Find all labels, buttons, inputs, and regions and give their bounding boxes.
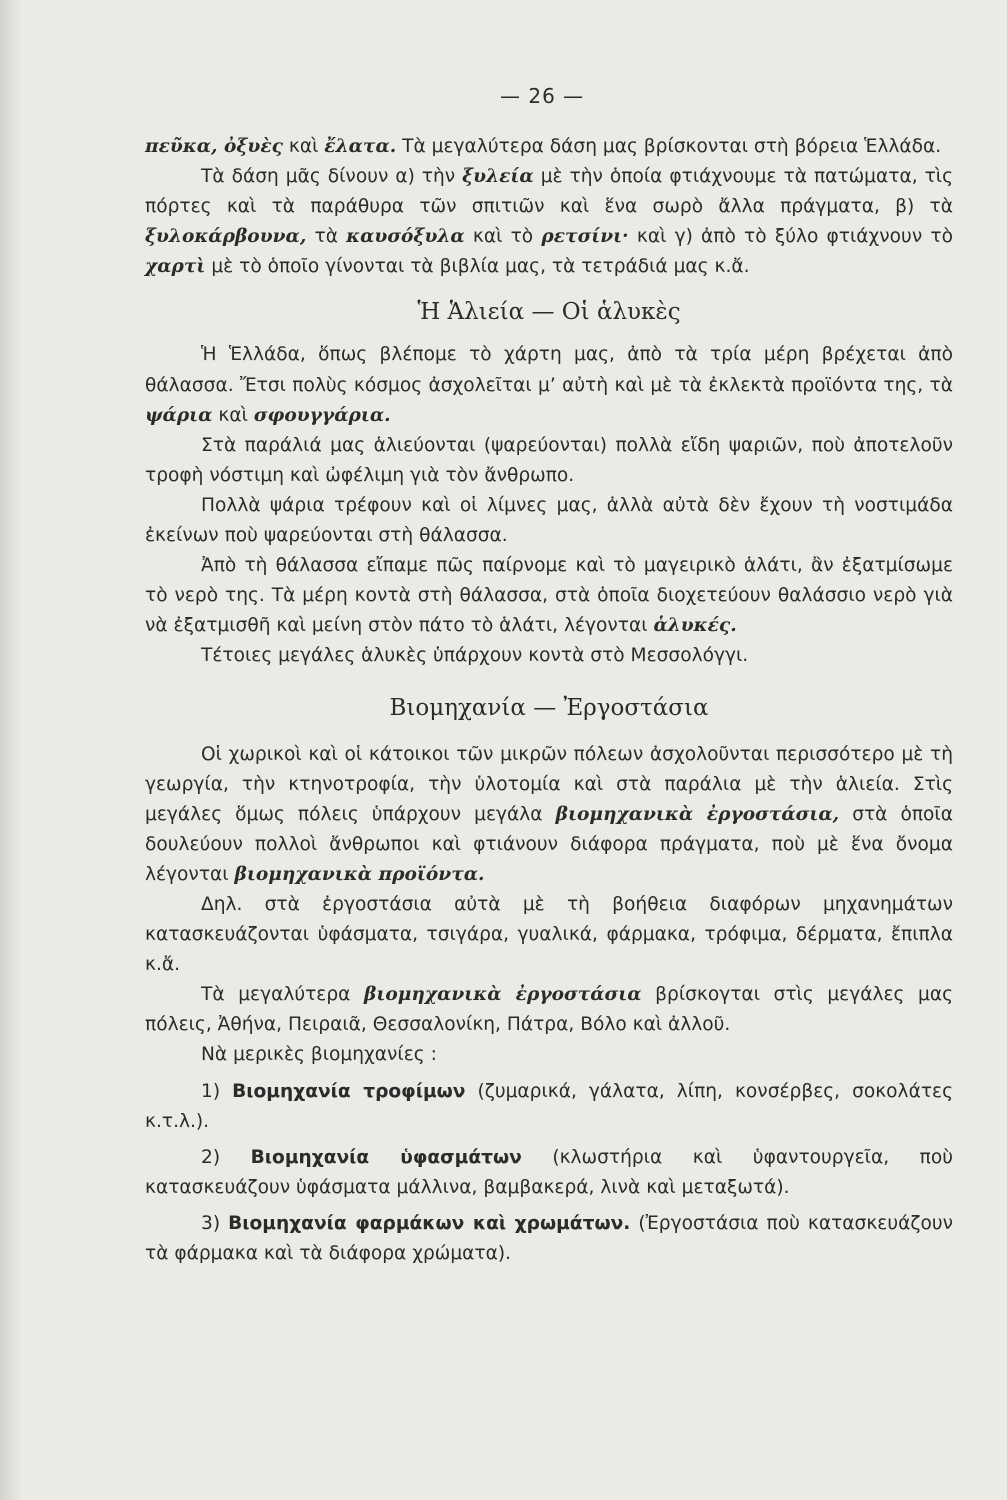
- paragraph-salt: [145, 551, 953, 641]
- list-item-title: Βιομηχανία τροφίμων: [232, 1080, 466, 1102]
- text-run: (Ἐργοστάσια ποὺ κατασκευάζουν τὰ φάρμακα καὶ τὰ διάφορα χρώματα).: [145, 1212, 953, 1264]
- text-run: Ἡ Ἑλλάδα, ὅπως βλέπομε τὸ χάρτη μας, ἀπὸ τὰ τρία μέρη βρέχεται ἀπὸ θάλασσα. Ἔτσι πολὺς κόσμος ἀσχολεῖται μ’ αὐτὴ καὶ μὲ τὰ ἐκλεκτὰ προϊόντα της, τὰ: [145, 344, 953, 396]
- text-run: καὶ: [212, 404, 254, 426]
- text-run: καὶ: [282, 136, 325, 157]
- page-number: — 26 —: [500, 84, 585, 108]
- paragraph-list-intro: Νὰ μερικὲς βιομηχανίες :: [201, 1044, 437, 1066]
- text-run: (κλωστήρια καὶ ὑφαντουργεῖα, ποὺ κατασκευάζουν ὑφάσματα μάλλινα, βαμβακερά, λινὰ καὶ μεταξωτά).: [145, 1146, 953, 1198]
- list-item-title: Βιομηχανία ὑφασμάτων: [250, 1146, 522, 1168]
- paragraph-forests-north: [145, 132, 953, 162]
- text-run: Οἱ χωρικοὶ καὶ οἱ κάτοικοι τῶν μικρῶν πόλεων ἀσχολοῦνται περισσότερο μὲ τὴ γεωργία, τὴν κτηνοτροφία, τὴν ὑλοτομία καὶ στὰ παράλια μὲ τὴν ἁλιεία. Στὶς μεγάλες ὅμως πόλεις ὑπάρχουν μεγάλα: [145, 743, 953, 825]
- paragraph-forest-products: [145, 162, 953, 282]
- list-item-title: Βιομηχανία φαρμάκων καὶ χρωμάτων.: [228, 1212, 631, 1234]
- paragraph-mesolongi: Τέτοιες μεγάλες ἁλυκὲς ὑπάρχουν κοντὰ στὸ Μεσσολόγγι.: [201, 645, 749, 667]
- italic-term: βιομηχανικὰ ἐργοστάσια,: [555, 803, 840, 825]
- text-run: Τὰ μεγαλύτερα: [201, 984, 364, 1006]
- italic-term: ξυλοκάρβουνα,: [145, 226, 307, 248]
- text-run: (ζυμαρικά, γάλατα, λίπη, κονσέρβες, σοκολάτες κ.τ.λ.).: [145, 1080, 953, 1132]
- list-item-food: [145, 1077, 953, 1137]
- page-body: [145, 132, 953, 1269]
- text-run: Ἀπὸ τὴ θάλασσα εἴπαμε πῶς παίρνομε καὶ τὸ μαγειρικὸ ἁλάτι, ἂν ἐξατμίσωμε τὸ νερὸ της. Τὰ μέρη κοντὰ στὴ θάλασσα, στὰ ὁποῖα διοχετεύουν θαλάσσιο νερὸ γιὰ νὰ ἐξατμισθῆ καὶ μείνη στὸν πάτο τὸ ἁλάτι, λέγονται: [145, 555, 953, 637]
- paragraph-lakes: Πολλὰ ψάρια τρέφουν καὶ οἱ λίμνες μας, ἀλλὰ αὐτὰ δὲν ἔχουν τὴ νοστιμάδα ἐκείνων ποὺ ψαρεύονται στὴ θάλασσα.: [145, 494, 953, 547]
- list-number: 2): [201, 1146, 251, 1168]
- section-heading-industry: Βιομηχανία — Ἐργοστάσια: [389, 694, 709, 721]
- paragraph-big-cities: [145, 980, 953, 1040]
- text-run: μὲ τὸ ὁποῖο γίνονται τὰ βιβλία μας, τὰ τετράδιά μας κ.ἄ.: [205, 256, 750, 278]
- binding-shadow: [0, 0, 22, 1500]
- text-run: καὶ γ) ἀπὸ τὸ ξύλο φτιάχνουν τὸ: [628, 226, 953, 248]
- italic-term: χαρτὶ: [145, 256, 206, 278]
- italic-term: ρετσίνι·: [541, 226, 629, 248]
- italic-term: ψάρια: [145, 404, 213, 426]
- text-run: μὲ τὴν ὁποία φτιάχνουμε τὰ πατώματα, τὶς πόρτες καὶ τὰ παράθυρα τῶν σπιτιῶν καὶ ἕνα σωρὸ ἄλλα πράγματα, β) τὰ: [145, 166, 953, 218]
- italic-term: ἔλατα.: [324, 136, 397, 157]
- text-run: τὰ: [306, 226, 347, 248]
- list-item-pharma: [145, 1209, 953, 1269]
- italic-term: βιομηχανικὰ ἐργοστάσια: [363, 984, 642, 1006]
- italic-term: πεῦκα, ὀξυὲς: [145, 136, 283, 157]
- list-number: 1): [201, 1080, 233, 1102]
- text-run: Τὰ μεγαλύτερα δάση μας βρίσκονται στὴ βόρεια Ἑλλάδα.: [396, 136, 942, 157]
- text-run: στὰ ὁποῖα δουλεύουν πολλοὶ ἄνθρωποι καὶ φτιάνουν διάφορα πράγματα, ποὺ μὲ ἕνα ὄνομα λέγονται: [145, 803, 953, 885]
- paragraph-fish-species: Στὰ παράλιά μας ἁλιεύονται (ψαρεύονται) πολλὰ εἴδη ψαριῶν, ποὺ ἀποτελοῦν τροφὴ νόστιμη καὶ ὠφέλιμη γιὰ τὸν ἄνθρωπο.: [145, 434, 953, 486]
- list-item-textiles: [145, 1143, 953, 1203]
- text-run: καὶ τὸ: [464, 226, 542, 248]
- text-run: Τὰ δάση μᾶς δίνουν α) τὴν: [201, 166, 463, 188]
- paragraph-factory-goods: Δηλ. στὰ ἐργοστάσια αὐτὰ μὲ τὴ βοήθεια διαφόρων μηχανημάτων κατασκευάζονται ὑφάσματα, τσιγάρα, γυαλικά, φάρμακα, τρόφιμα, δέρματα, ἔπιπλα κ.ἄ.: [145, 893, 953, 976]
- list-number: 3): [201, 1212, 229, 1234]
- section-heading-fishing: Ἡ Ἁλιεία — Οἱ ἁλυκὲς: [417, 299, 681, 326]
- italic-term: καυσόξυλα: [346, 226, 465, 248]
- paragraph-sea: [145, 340, 953, 430]
- text-run: βρίσκογται στὶς μεγάλες μας πόλεις, Ἀθήνα, Πειραιᾶ, Θεσσαλονίκη, Πάτρα, Βόλο καὶ ἀλλοῦ.: [145, 984, 953, 1036]
- italic-term: ξυλεία: [462, 166, 534, 188]
- italic-term: ἁλυκές.: [653, 615, 737, 637]
- italic-term: σφουγγάρια.: [253, 404, 391, 426]
- italic-term: βιομηχανικὰ προϊόντα.: [234, 863, 485, 885]
- paragraph-villagers: [145, 740, 953, 890]
